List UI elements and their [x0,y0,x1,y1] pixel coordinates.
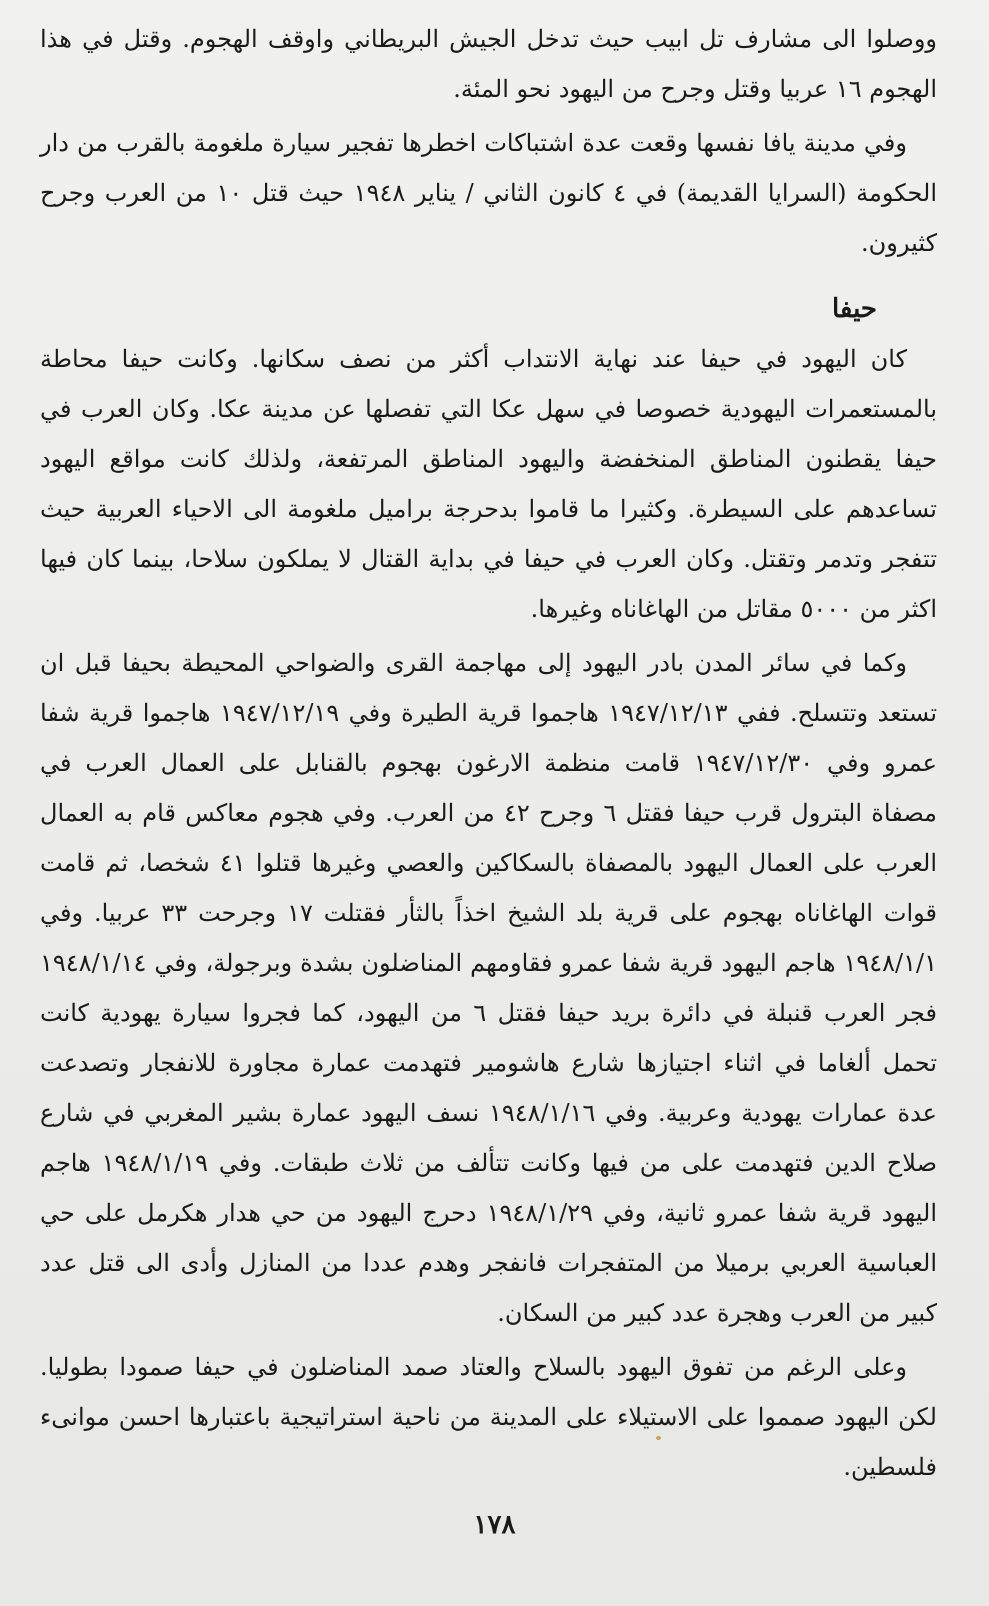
paragraph-jaffa-car-bomb: وفي مدينة يافا نفسها وقعت عدة اشتباكات اخطرها تفجير سيارة ملغومة بالقرب من دار الحكومة (السرايا القديمة) في ٤ كانون الثاني / يناير ١٩٤٨ حيث قتل ١٠ من العرب وجرح كثيرون. [40,129,938,257]
paragraph-haifa-attacks: وكما في سائر المدن بادر اليهود إلى مهاجمة القرى والضواحي المحيطة بحيفا قبل ان تستعد وتتسلح. ففي ١٩٤٧/١٢/١٣ هاجموا قرية الطيرة وفي ١٩٤٧/١٢/١٩ هاجموا قرية شفا عمرو وفي ١٩٤٧/١٢/٣٠ قامت منظمة الارغون بهجوم بالقنابل على العمال العرب في مصفاة البترول قرب حيفا فقتل ٦ وجرح ٤٢ من العرب. وفي هجوم معاكس قام به العمال العرب على العمال اليهود بالمصفاة بالسكاكين والعصي وغيرها قتلوا ٤١ شخصا، ثم قامت قوات الهاغاناه بهجوم على قرية بلد الشيخ اخذاً بالثأر فقتلت ١٧ وجرحت ٣٣ عربيا. وفي ١٩٤٨/١/١ هاجم اليهود قرية شفا عمرو فقاومهم المناضلون بشدة وبرجولة، وفي ١٩٤٨/١/١٤ فجر العرب قنبلة في دائرة بريد حيفا فقتل ٦ من اليهود، كما فجروا سيارة يهودية كانت تحمل ألغاما في اثناء اجتيازها شارع هاشومير فتهدمت عمارة مجاورة للانفجار وتصدعت عدة عمارات يهودية وعربية. وفي ١٩٤٨/١/١٦ نسف اليهود عمارة بشير المغربي في شارع صلاح الدين فتهدمت على من فيها وكانت تتألف من ثلاث طبقات. وفي ١٩٤٨/١/١٩ هاجم اليهود قرية شفا عمرو ثانية، وفي ١٩٤٨/١/٢٩ دحرج اليهود من حي هدار هكرمل على حي العباسية العربي برميلا من المتفجرات فانفجر وهدم عددا من المنازل وأدى الى قتل عدد كبير من العرب وهجرة عدد كبير من السكان. [40,649,938,1327]
section-heading-haifa: حيفا [832,294,877,324]
paragraph-haifa-resistance: وعلى الرغم من تفوق اليهود بالسلاح والعتاد صمد المناضلون في حيفا صمودا بطوليا. لكن اليهود صمموا على الاستيلاء على المدينة من ناحية استراتيجية باعتبارها احسن موانىء فلسطين. [40,1353,937,1481]
page-number: ١٧٨ [473,1510,516,1540]
paragraph-haifa-overview: كان اليهود في حيفا عند نهاية الانتداب أكثر من نصف سكانها. وكانت حيفا محاطة بالمستعمرات اليهودية خصوصا في سهل عكا التي تفصلها عن مدينة عكا. وكان العرب في حيفا يقطنون المناطق المنخفضة واليهود المناطق المرتفعة، ولذلك كانت مواقع اليهود تساعدهم على السيطرة. وكثيرا ما قاموا بدحرجة براميل ملغومة الى الاحياء العربية حيث تتفجر وتدمر وتقتل. وكان العرب في حيفا في بداية القتال لا يملكون سلاحا، بينما كان فيها اكثر من ٥٠٠٠ مقاتل من الهاغاناه وغيرها. [40,345,937,623]
ink-speck [656,1436,661,1440]
paragraph-jaffa-attack-end: ووصلوا الى مشارف تل ابيب حيث تدخل الجيش البريطاني واوقف الهجوم. وقتل في هذا الهجوم ١٦ عربيا وقتل وجرح من اليهود نحو المئة. [40,25,937,103]
